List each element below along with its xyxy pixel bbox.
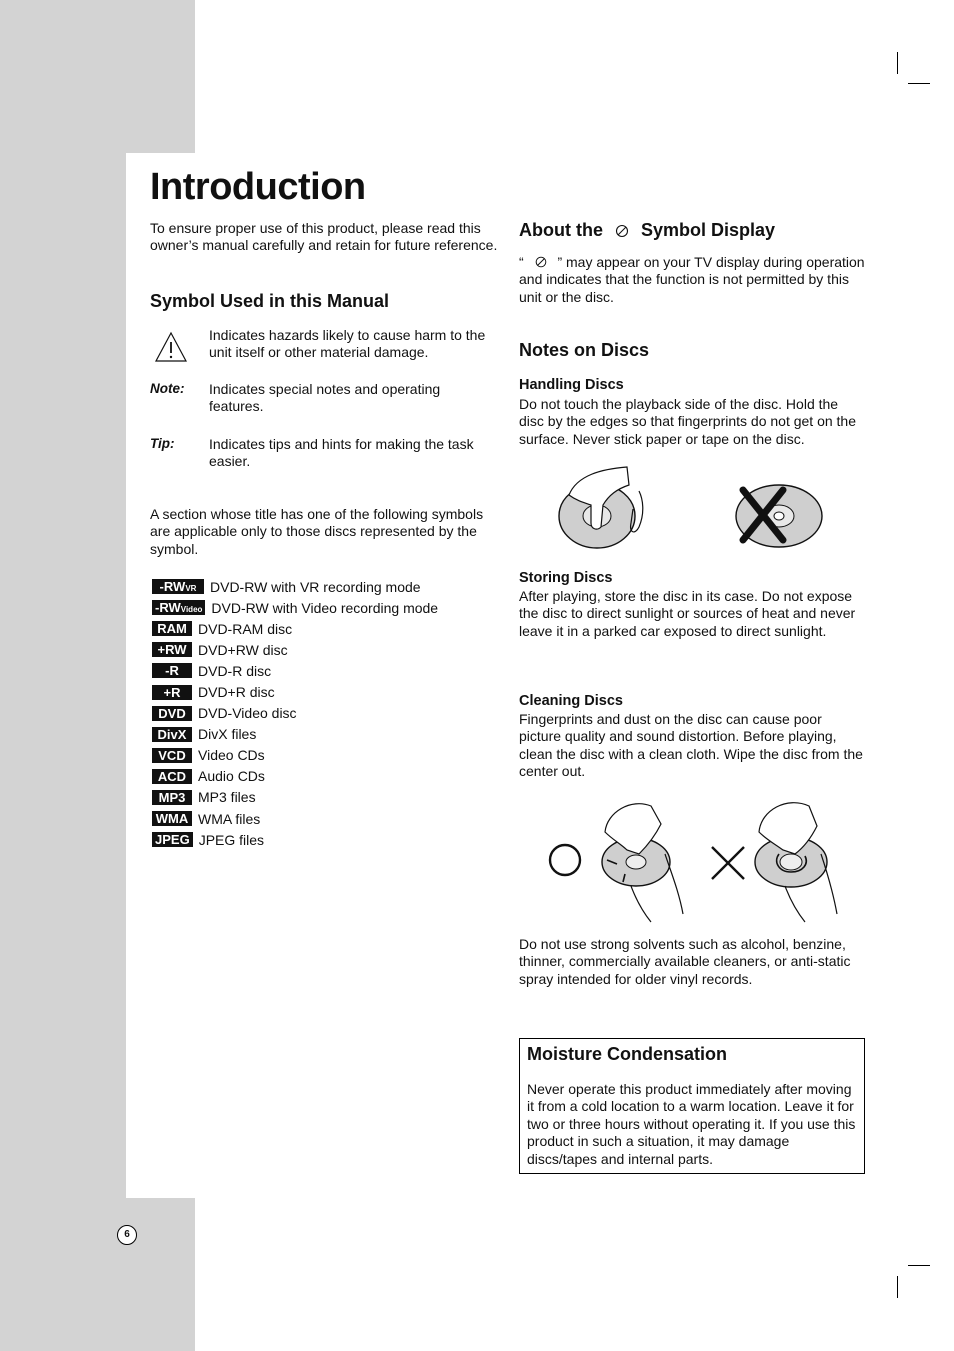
disc-type-text: WMA files: [198, 810, 261, 827]
disc-type-row: [150, 576, 438, 597]
disc-badge: VCD: [152, 748, 192, 763]
wrong-x-icon: [712, 847, 744, 879]
disc-type-text: JPEG files: [198, 831, 265, 848]
disc-badge: -RWVideo: [152, 600, 205, 615]
disc-type-row: [150, 618, 438, 639]
disc-badge: +R: [152, 685, 192, 700]
disc-badge: ACD: [152, 769, 192, 784]
disc-type-text: DivX files: [198, 726, 257, 743]
disc-type-row: [150, 745, 438, 766]
disc-type-row: [150, 639, 438, 660]
symbol-display-text: “ ” may appear on your TV display during operation and indicates that the function is not permitted by this unit or the disc.: [519, 254, 865, 305]
correct-handling-disc: [559, 467, 643, 548]
cleaning-discs-text: Fingerprints and dust on the disc can cause poor picture quality and sound distortion. Before playing, clean the disc with a clean cloth. Wipe the disc from the center out.: [519, 711, 863, 780]
symbol-description: Indicates hazards likely to cause harm to the unit itself or other material damage.: [209, 327, 486, 361]
note-label: Note:: [150, 381, 185, 396]
handling-discs-text: Do not touch the playback side of the disc. Hold the disc by the edges so that fingerprints do not get on the surface. Never stick paper or tape on the disc.: [519, 396, 856, 447]
disc-cleaning-illustration: [547, 792, 867, 927]
correct-circle-icon: [550, 845, 580, 875]
wrong-handling-disc: [736, 485, 822, 547]
disc-type-row: [150, 703, 438, 724]
disc-type-list: [150, 576, 438, 850]
disc-badge: DVD: [152, 706, 192, 721]
disc-badge: -RWVR: [152, 579, 204, 594]
margin-band-bottom: [0, 1198, 195, 1351]
disc-badge: -R: [152, 663, 192, 678]
crop-mark: [897, 52, 898, 74]
disc-badge: DivX: [152, 727, 192, 742]
notes-on-discs-heading: Notes on Discs: [519, 340, 650, 360]
disc-type-text: DVD-RW with VR recording mode: [210, 578, 421, 595]
symbol-description: Indicates special notes and operating features.: [209, 381, 441, 415]
prohibited-icon: [534, 255, 548, 269]
symbol-display-heading: About the Symbol Display: [519, 220, 776, 240]
wrong-cleaning-disc: [755, 803, 837, 922]
disc-type-text: Audio CDs: [198, 768, 265, 785]
disc-badge: WMA: [152, 811, 192, 826]
disc-type-row: [150, 660, 438, 681]
margin-band-top: [0, 0, 195, 153]
warning-triangle-icon: [154, 331, 188, 363]
disc-badge: RAM: [152, 621, 192, 636]
tip-label: Tip:: [150, 436, 175, 451]
symbol-description: Indicates tips and hints for making the task easier.: [209, 436, 474, 470]
disc-type-text: DVD-RW with Video recording mode: [211, 599, 439, 616]
moisture-heading: Moisture Condensation: [527, 1044, 728, 1064]
disc-type-text: DVD-Video disc: [198, 705, 297, 722]
disc-type-text: MP3 files: [198, 789, 256, 806]
crop-mark: [908, 1265, 930, 1266]
page-number: 6: [117, 1225, 137, 1245]
storing-discs-text: After playing, store the disc in its case. Do not expose the disc to direct sunlight or sources of heat and never leave it in a parked car exposed to direct sunlight.: [519, 588, 856, 639]
crop-mark: [897, 1276, 898, 1298]
disc-badge: MP3: [152, 790, 192, 805]
disc-handling-illustration: [557, 465, 857, 565]
disc-badge: JPEG: [152, 832, 193, 847]
correct-cleaning-disc: [602, 804, 683, 922]
disc-type-text: Video CDs: [198, 747, 265, 764]
disc-badge: +RW: [152, 642, 192, 657]
disc-type-row: [150, 808, 438, 829]
prohibited-icon: [614, 223, 630, 239]
crop-mark: [908, 83, 930, 84]
disc-type-row: [150, 724, 438, 745]
disc-type-row: [150, 597, 438, 618]
disc-type-row: [150, 829, 438, 850]
disc-type-text: DVD-R disc: [198, 662, 272, 679]
solvent-warning-text: Do not use strong solvents such as alcohol, benzine, thinner, commercially available cleaners, or anti-static spray intended for older vinyl records.: [519, 936, 851, 987]
moisture-condensation-box: [519, 1038, 865, 1174]
disc-type-text: DVD+R disc: [198, 684, 275, 701]
disc-type-row: [150, 681, 438, 702]
moisture-text: Never operate this product immediately after moving it from a cold location to a warm location. Leave it for two or three hours without operating it. If you use this product in such a situation, it may damage discs/tapes and internal parts.: [527, 1081, 856, 1167]
page-title: Introduction: [150, 166, 366, 208]
storing-discs-heading: Storing Discs: [519, 570, 613, 586]
section-symbols-paragraph: A section whose title has one of the following symbols are applicable only to those discs represented by the symbol.: [150, 506, 484, 557]
intro-paragraph: To ensure proper use of this product, please read this owner’s manual carefully and retain for future reference.: [150, 220, 498, 254]
disc-type-text: DVD+RW disc: [198, 641, 288, 658]
disc-type-row: [150, 787, 438, 808]
cleaning-discs-heading: Cleaning Discs: [519, 693, 623, 709]
handling-discs-heading: Handling Discs: [519, 377, 624, 393]
disc-type-row: [150, 766, 438, 787]
symbols-heading: Symbol Used in this Manual: [150, 291, 390, 311]
disc-type-text: DVD-RAM disc: [198, 620, 293, 637]
margin-band-left: [0, 153, 126, 1198]
